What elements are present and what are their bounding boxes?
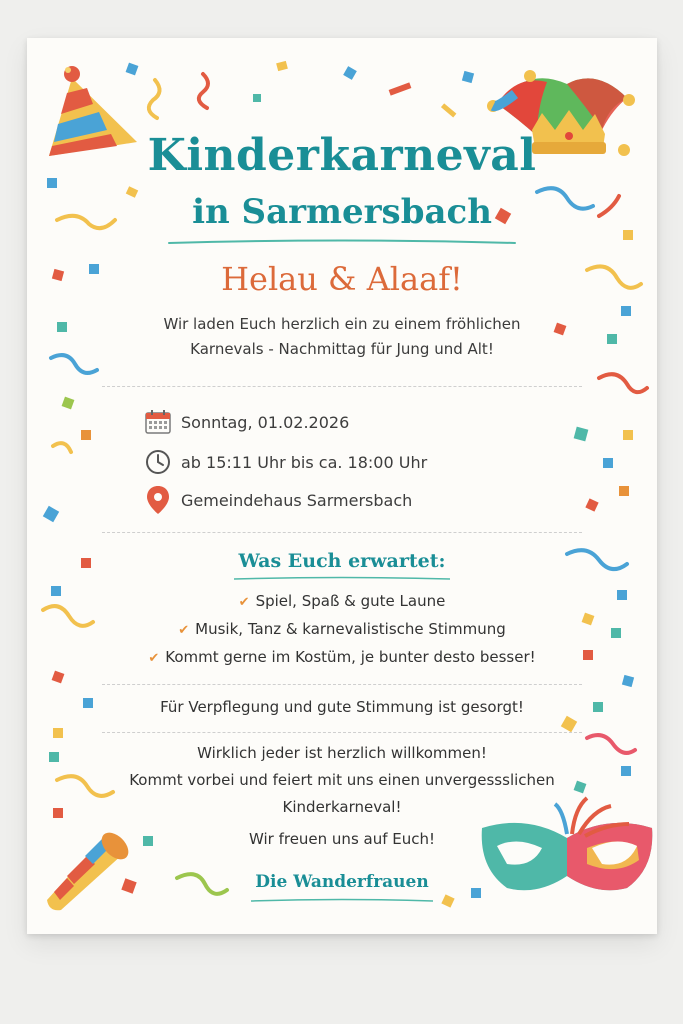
event-location: Gemeindehaus Sarmersbach xyxy=(181,490,413,510)
welcome-line-3: Kinderkarneval! xyxy=(282,798,402,816)
event-time: ab 15:11 Uhr bis ca. 18:00 Uhr xyxy=(181,452,428,472)
welcome-text xyxy=(27,740,657,821)
event-date-row xyxy=(145,408,349,436)
divider xyxy=(102,532,582,533)
divider xyxy=(102,386,582,387)
welcome-line-1: Wirklich jeder ist herzlich willkommen! xyxy=(197,744,487,762)
signature: Die Wanderfrauen xyxy=(255,872,429,892)
program-item: ✔ Spiel, Spaß & gute Laune xyxy=(238,592,446,610)
divider xyxy=(102,684,582,685)
event-location-row xyxy=(145,486,412,514)
closing-line: Wir freuen uns auf Euch! xyxy=(248,830,436,848)
program-item: ✔ Kommt gerne im Kostüm, je bunter desto besser! xyxy=(148,648,536,666)
checkmark-icon: ✔ xyxy=(238,595,250,610)
greeting: Helau & Alaaf! xyxy=(221,260,463,298)
divider xyxy=(102,732,582,733)
catering-note: Für Verpflegung und gute Stimmung ist gesorgt! xyxy=(160,698,524,716)
program-title: Was Euch erwartet: xyxy=(238,550,446,572)
intro-line-1: Wir laden Euch herzlich ein zu einem fröhlichen xyxy=(163,315,521,333)
calendar-icon xyxy=(145,410,171,434)
checkmark-icon: ✔ xyxy=(148,651,160,666)
program-item: ✔ Musik, Tanz & karnevalistische Stimmung xyxy=(178,620,506,638)
intro-text xyxy=(27,312,657,362)
map-pin-icon xyxy=(145,485,171,515)
event-time-row xyxy=(145,448,427,476)
clock-icon xyxy=(145,449,171,475)
checkmark-icon: ✔ xyxy=(178,623,190,638)
title-underline xyxy=(167,238,517,246)
program-title-underline xyxy=(232,576,452,582)
intro-line-2: Karnevals - Nachmittag für Jung und Alt! xyxy=(190,340,494,358)
title-line-1: Kinderkarneval xyxy=(147,130,537,181)
invitation-poster xyxy=(27,38,657,934)
title-line-2: in Sarmersbach xyxy=(192,192,492,232)
welcome-line-2: Kommt vorbei und feiert mit uns einen unvergessslichen xyxy=(129,771,555,789)
signature-underline xyxy=(249,898,435,904)
event-date: Sonntag, 01.02.2026 xyxy=(181,412,350,432)
